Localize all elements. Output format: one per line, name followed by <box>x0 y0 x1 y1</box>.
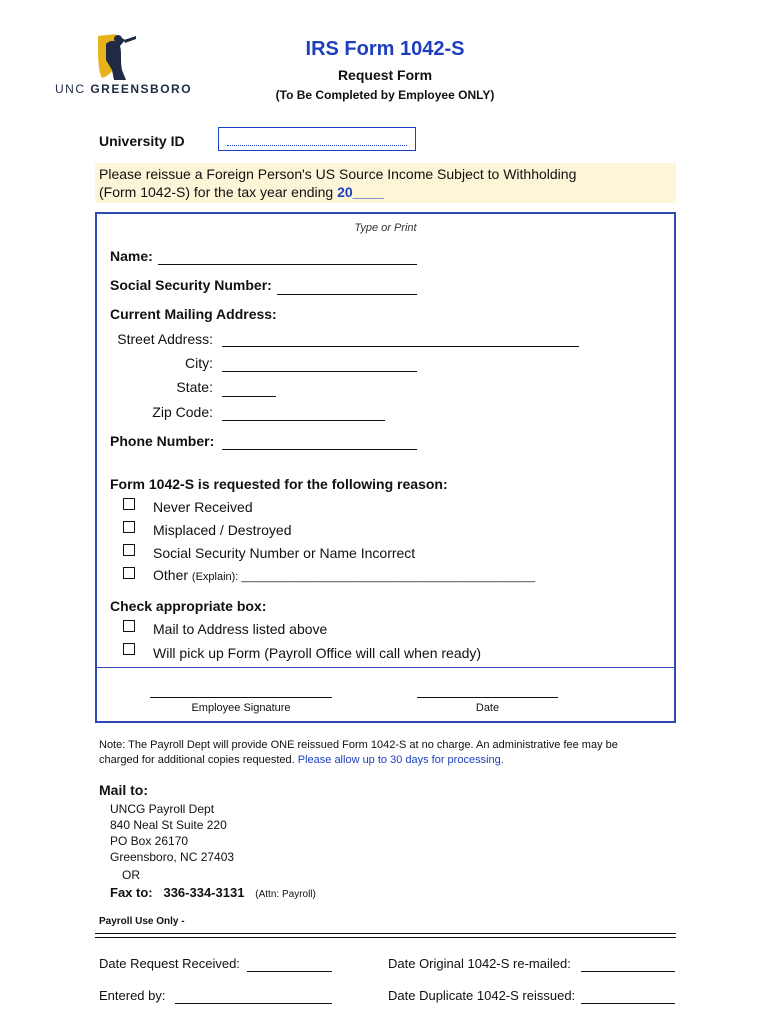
address-line: UNCG Payroll Dept <box>110 802 215 816</box>
state-field[interactable] <box>222 396 276 397</box>
never-received-label: Never Received <box>153 499 253 515</box>
date-remailed-label: Date Original 1042-S re-mailed: <box>388 956 571 971</box>
employee-signature-label: Employee Signature <box>191 702 291 714</box>
university-id-label: University ID <box>99 133 185 149</box>
fax-attn: (Attn: Payroll) <box>255 889 316 900</box>
mail-to-address-checkbox[interactable] <box>123 620 135 632</box>
fee-note-text: Note: The Payroll Dept will provide ONE reissued Form 1042-S at no charge. An administrative fee may be charged for additional copies requested. <box>99 739 618 766</box>
mailing-address-block <box>110 801 234 883</box>
processing-time-note: Please allow up to 30 days for processing. <box>297 754 504 766</box>
mailing-address-label: Current Mailing Address: <box>110 306 277 322</box>
date-remailed-field[interactable] <box>581 971 675 972</box>
uncg-logo <box>52 30 193 102</box>
page-subtitle: Request Form <box>337 67 433 83</box>
state-label: State: <box>176 379 213 395</box>
city-label: City: <box>185 355 213 371</box>
ssn-name-incorrect-label: Social Security Number or Name Incorrect <box>153 545 416 561</box>
university-id-underline <box>227 145 407 146</box>
logo-text-unc: UNC <box>55 82 86 96</box>
ssn-field[interactable] <box>277 294 417 295</box>
fax-line <box>110 885 316 900</box>
signature-date-field[interactable] <box>417 697 558 698</box>
payroll-rule-bottom <box>95 937 676 938</box>
logo-wordmark <box>55 82 192 96</box>
logo-text-greensboro: GREENSBORO <box>90 82 193 96</box>
date-reissued-field[interactable] <box>581 1003 675 1004</box>
signature-divider <box>97 667 674 668</box>
phone-number-field[interactable] <box>222 449 417 450</box>
reissue-line-2 <box>99 183 672 201</box>
date-request-received-field[interactable] <box>247 971 332 972</box>
street-address-label: Street Address: <box>117 331 213 347</box>
zip-code-field[interactable] <box>222 420 385 421</box>
name-field[interactable] <box>158 264 417 265</box>
reissue-line-2-text: (Form 1042-S) for the tax year ending <box>99 184 338 200</box>
other-reason-label <box>153 567 535 583</box>
ssn-name-incorrect-checkbox[interactable] <box>123 544 135 556</box>
mail-to-header: Mail to: <box>99 782 148 798</box>
other-reason-checkbox[interactable] <box>123 567 135 579</box>
street-address-field[interactable] <box>222 346 579 347</box>
reissue-request-text <box>95 163 676 203</box>
or-separator: OR <box>122 868 140 882</box>
misplaced-destroyed-checkbox[interactable] <box>123 521 135 533</box>
address-line: PO Box 26170 <box>110 834 189 848</box>
other-reason-text: Other <box>153 567 189 583</box>
phone-number-label: Phone Number: <box>110 433 215 449</box>
pick-up-form-checkbox[interactable] <box>123 643 135 655</box>
mail-to-address-label: Mail to Address listed above <box>153 621 328 637</box>
page-title: IRS Form 1042-S <box>305 38 465 60</box>
university-id-field[interactable] <box>218 127 416 151</box>
address-line: Greensboro, NC 27403 <box>110 850 235 864</box>
ssn-label: Social Security Number: <box>110 277 272 293</box>
name-label: Name: <box>110 248 153 264</box>
entered-by-label: Entered by: <box>99 988 166 1003</box>
employee-only-note: (To Be Completed by Employee ONLY) <box>275 88 495 102</box>
pick-up-form-label: Will pick up Form (Payroll Office will call when ready) <box>153 645 482 661</box>
date-request-received-label: Date Request Received: <box>99 956 240 971</box>
reason-label: Form 1042-S is requested for the following reason: <box>110 476 448 492</box>
minerva-icon <box>92 30 152 82</box>
payroll-rule-top <box>95 933 676 934</box>
entered-by-field[interactable] <box>175 1003 332 1004</box>
signature-date-label: Date <box>475 702 500 714</box>
city-field[interactable] <box>222 371 417 372</box>
address-line: 840 Neal St Suite 220 <box>110 818 227 832</box>
tax-year-field[interactable]: 20____ <box>337 184 384 200</box>
payroll-use-label: Payroll Use Only - <box>99 916 185 927</box>
fax-label: Fax to: <box>110 885 153 900</box>
delivery-label: Check appropriate box: <box>110 598 267 614</box>
type-or-print-hint: Type or Print <box>354 222 417 234</box>
date-reissued-label: Date Duplicate 1042-S reissued: <box>388 988 576 1003</box>
other-explain-field[interactable]: (Explain): ________________________________________________ <box>191 571 536 583</box>
fax-number: 336-334-3131 <box>163 885 245 900</box>
fee-note <box>99 738 659 768</box>
employee-signature-field[interactable] <box>150 697 332 698</box>
zip-code-label: Zip Code: <box>152 404 213 420</box>
misplaced-destroyed-label: Misplaced / Destroyed <box>153 522 292 538</box>
never-received-checkbox[interactable] <box>123 498 135 510</box>
reissue-line-1: Please reissue a Foreign Person's US Source Income Subject to Withholding <box>99 166 577 182</box>
